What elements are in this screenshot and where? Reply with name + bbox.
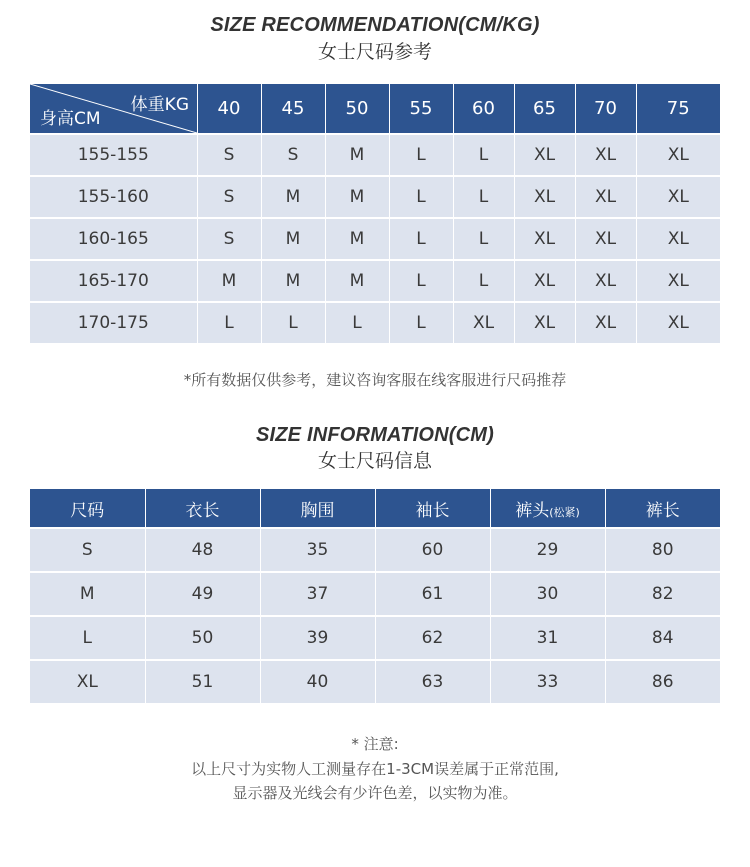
size-cell: M: [261, 176, 325, 218]
table-row: [30, 572, 720, 616]
size-cell: S: [261, 134, 325, 176]
table-cell: 40: [260, 660, 375, 703]
rec-title-cn: 女士尺码参考: [317, 41, 432, 63]
size-cell: M: [325, 134, 389, 176]
size-cell: XL: [575, 218, 636, 260]
weight-axis-label: 体重KG: [130, 95, 189, 115]
table-cell: M: [30, 572, 145, 616]
weight-header: 40: [197, 84, 261, 134]
size-cell: L: [389, 302, 453, 343]
header-size: 尺码: [30, 489, 145, 528]
header-pants-length: 裤长: [605, 489, 720, 528]
size-cell: M: [261, 218, 325, 260]
table-cell: S: [30, 528, 145, 572]
table-row: [30, 134, 720, 176]
height-cell: 155-155: [30, 134, 197, 176]
rec-note: *所有数据仅供参考，建议咨询客服在线客服进行尺码推荐: [183, 371, 567, 389]
size-cell: XL: [636, 176, 720, 218]
size-cell: L: [389, 218, 453, 260]
height-cell: 155-160: [30, 176, 197, 218]
weight-header: 60: [453, 84, 514, 134]
size-cell: XL: [575, 134, 636, 176]
weight-header: 65: [514, 84, 575, 134]
weight-header: 75: [636, 84, 720, 134]
table-cell: XL: [30, 660, 145, 703]
table-row: [30, 302, 720, 343]
header-chest: 胸围: [260, 489, 375, 528]
size-cell: L: [261, 302, 325, 343]
table-cell: 63: [375, 660, 490, 703]
weight-header: 45: [261, 84, 325, 134]
size-cell: L: [389, 134, 453, 176]
size-cell: L: [453, 260, 514, 302]
table-cell: 39: [260, 616, 375, 660]
size-cell: XL: [575, 302, 636, 343]
rec-title-en: SIZE RECOMMENDATION(CM/KG): [210, 14, 540, 36]
size-recommendation-table: [30, 84, 720, 343]
table-cell: 61: [375, 572, 490, 616]
table-cell: 50: [145, 616, 260, 660]
header-waist-note: (松紧): [549, 505, 580, 519]
table-cell: 80: [605, 528, 720, 572]
height-axis-label: 身高CM: [40, 109, 101, 129]
size-cell: M: [261, 260, 325, 302]
footer-note-title: * 注意:: [351, 735, 399, 753]
footer-note-line: 以上尺寸为实物人工测量存在1-3CM误差属于正常范围,: [191, 760, 559, 778]
table-row: [30, 616, 720, 660]
table-cell: 37: [260, 572, 375, 616]
table-row: [30, 176, 720, 218]
header-sleeve: 袖长: [375, 489, 490, 528]
table-cell: 62: [375, 616, 490, 660]
size-cell: XL: [575, 260, 636, 302]
size-cell: XL: [514, 260, 575, 302]
size-cell: XL: [514, 218, 575, 260]
size-cell: XL: [514, 176, 575, 218]
table-row: [30, 218, 720, 260]
size-cell: M: [325, 176, 389, 218]
table-row: [30, 260, 720, 302]
rec-header-row: [30, 84, 720, 134]
size-cell: L: [325, 302, 389, 343]
height-cell: 165-170: [30, 260, 197, 302]
header-length: 衣长: [145, 489, 260, 528]
table-cell: 29: [490, 528, 605, 572]
size-cell: XL: [636, 302, 720, 343]
header-waist: [490, 489, 605, 528]
size-cell: XL: [636, 218, 720, 260]
table-cell: 82: [605, 572, 720, 616]
table-cell: 31: [490, 616, 605, 660]
table-cell: 51: [145, 660, 260, 703]
size-cell: M: [325, 218, 389, 260]
size-cell: S: [197, 218, 261, 260]
size-cell: S: [197, 134, 261, 176]
table-cell: 33: [490, 660, 605, 703]
table-cell: 48: [145, 528, 260, 572]
size-cell: S: [197, 176, 261, 218]
size-cell: XL: [636, 134, 720, 176]
height-cell: 170-175: [30, 302, 197, 343]
size-cell: XL: [453, 302, 514, 343]
table-cell: 49: [145, 572, 260, 616]
size-cell: L: [453, 176, 514, 218]
weight-header: 55: [389, 84, 453, 134]
info-title-en: SIZE INFORMATION(CM): [255, 424, 495, 446]
header-waist-label: 裤头: [515, 500, 550, 521]
size-cell: L: [389, 176, 453, 218]
corner-header-cell: [30, 84, 197, 134]
table-row: [30, 660, 720, 703]
size-information-table: [30, 489, 720, 703]
weight-header: 70: [575, 84, 636, 134]
info-title-cn: 女士尺码信息: [317, 450, 432, 472]
table-cell: 35: [260, 528, 375, 572]
height-cell: 160-165: [30, 218, 197, 260]
info-header-row: [30, 489, 720, 528]
table-cell: L: [30, 616, 145, 660]
size-cell: L: [453, 218, 514, 260]
table-row: [30, 528, 720, 572]
size-cell: XL: [636, 260, 720, 302]
table-cell: 86: [605, 660, 720, 703]
size-cell: L: [453, 134, 514, 176]
size-cell: XL: [514, 302, 575, 343]
size-cell: XL: [514, 134, 575, 176]
size-cell: L: [197, 302, 261, 343]
size-cell: XL: [575, 176, 636, 218]
table-cell: 60: [375, 528, 490, 572]
weight-header: 50: [325, 84, 389, 134]
size-cell: M: [197, 260, 261, 302]
size-cell: L: [389, 260, 453, 302]
table-cell: 30: [490, 572, 605, 616]
footer-note-line: 显示器及光线会有少许色差，以实物为准。: [232, 784, 518, 802]
table-cell: 84: [605, 616, 720, 660]
size-cell: M: [325, 260, 389, 302]
